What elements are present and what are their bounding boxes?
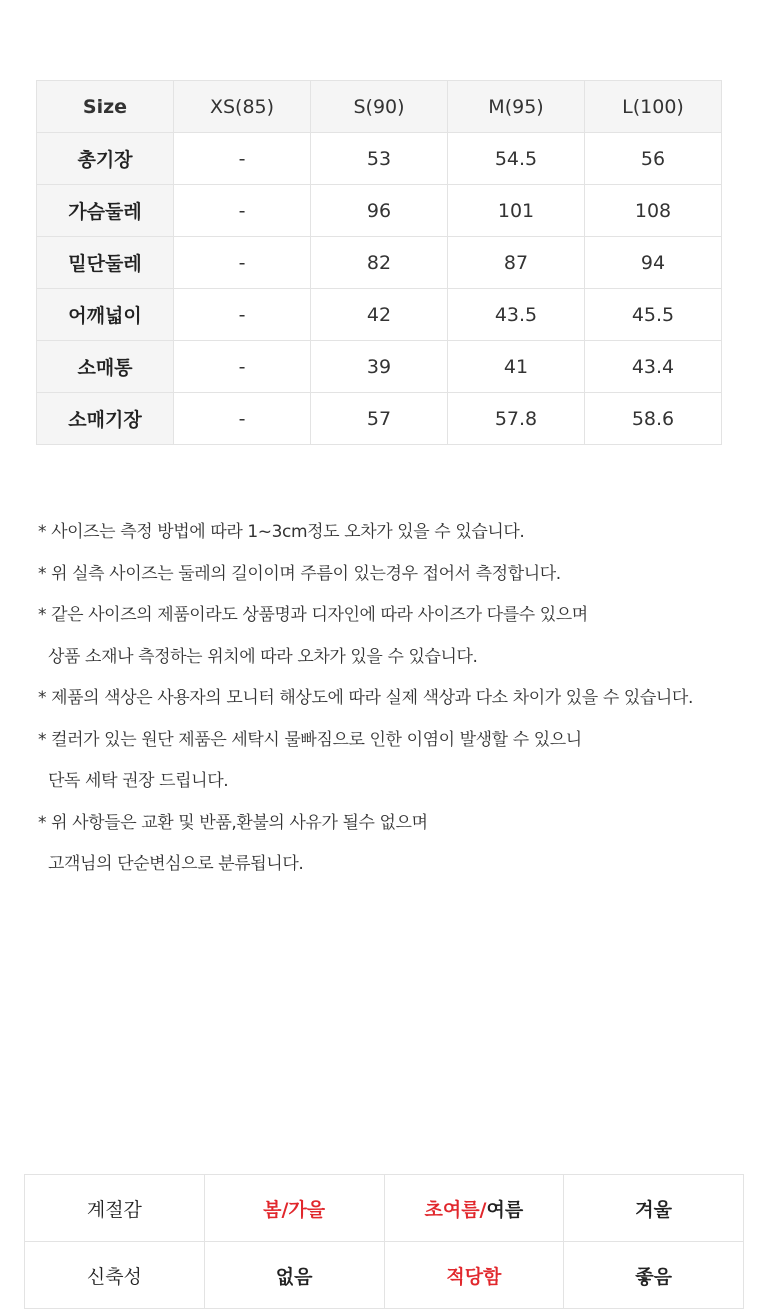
note-line: * 위 사항들은 교환 및 반품,환불의 사유가 될수 없으며: [38, 812, 428, 833]
fabric-info-table: [24, 1174, 744, 1309]
row-label: 소매기장: [37, 393, 174, 445]
highlighted-value: 초여름/: [424, 1198, 487, 1221]
table-cell: -: [174, 341, 311, 393]
table-cell: 58.6: [585, 393, 722, 445]
table-cell: 108: [585, 185, 722, 237]
row-label: 밑단둘레: [37, 237, 174, 289]
size-header-m: M(95): [448, 81, 585, 133]
size-header-xs: XS(85): [174, 81, 311, 133]
table-cell: 96: [311, 185, 448, 237]
table-row: [37, 133, 722, 185]
cell-value: 여름: [486, 1198, 524, 1221]
table-cell: [204, 1242, 384, 1309]
size-table: [36, 80, 722, 445]
highlighted-value: 봄/가을: [263, 1198, 326, 1221]
size-header-l: L(100): [585, 81, 722, 133]
row-label: 계절감: [25, 1175, 205, 1242]
size-header-label: Size: [37, 81, 174, 133]
table-cell: 56: [585, 133, 722, 185]
table-cell: 57: [311, 393, 448, 445]
table-row: [37, 393, 722, 445]
row-label: 소매통: [37, 341, 174, 393]
note-line: 상품 소재나 측정하는 위치에 따라 오차가 있을 수 있습니다.: [48, 646, 478, 667]
cell-value: 없음: [275, 1265, 313, 1288]
cell-value: 겨울: [635, 1198, 672, 1221]
table-row: [37, 237, 722, 289]
table-row: [25, 1242, 744, 1309]
table-row: [37, 341, 722, 393]
table-cell: -: [174, 133, 311, 185]
note-line: * 컬러가 있는 원단 제품은 세탁시 물빠짐으로 인한 이염이 발생할 수 있으니: [38, 729, 582, 750]
size-header-row: [37, 81, 722, 133]
table-cell: 42: [311, 289, 448, 341]
table-cell: [564, 1175, 744, 1242]
table-row: [37, 185, 722, 237]
note-line: * 같은 사이즈의 제품이라도 상품명과 디자인에 따라 사이즈가 다를수 있으며: [38, 605, 588, 625]
row-label: 어깨넓이: [37, 289, 174, 341]
fabric-info-body: [25, 1175, 744, 1309]
table-cell: 57.8: [448, 393, 585, 445]
note-line: 고객님의 단순변심으로 분류됩니다.: [48, 854, 304, 874]
cell-value: 좋음: [635, 1265, 672, 1288]
table-cell: 54.5: [448, 133, 585, 185]
table-cell: 43.4: [585, 341, 722, 393]
table-cell: 41: [448, 341, 585, 393]
size-notes: [38, 512, 758, 886]
table-cell: -: [174, 393, 311, 445]
table-cell: [384, 1242, 564, 1309]
table-cell: 39: [311, 341, 448, 393]
table-cell: 45.5: [585, 289, 722, 341]
table-cell: 101: [448, 185, 585, 237]
table-cell: 94: [585, 237, 722, 289]
row-label: 총기장: [37, 133, 174, 185]
table-row: [25, 1175, 744, 1242]
table-cell: [564, 1242, 744, 1309]
table-cell: [204, 1175, 384, 1242]
note-line: * 제품의 색상은 사용자의 모니터 해상도에 따라 실제 색상과 다소 차이가 있을 수 있습니다.: [38, 688, 693, 708]
note-line: * 위 실측 사이즈는 둘레의 길이이며 주름이 있는경우 접어서 측정합니다.: [38, 563, 561, 584]
row-label: 신축성: [25, 1242, 205, 1309]
size-header-s: S(90): [311, 81, 448, 133]
table-row: [37, 289, 722, 341]
note-line: * 사이즈는 측정 방법에 따라 1~3cm정도 오차가 있을 수 있습니다.: [38, 522, 525, 542]
table-cell: -: [174, 185, 311, 237]
row-label: 가슴둘레: [37, 185, 174, 237]
table-cell: 43.5: [448, 289, 585, 341]
table-cell: 82: [311, 237, 448, 289]
table-cell: 53: [311, 133, 448, 185]
table-cell: 87: [448, 237, 585, 289]
table-cell: -: [174, 237, 311, 289]
table-cell: -: [174, 289, 311, 341]
table-cell: [384, 1175, 564, 1242]
highlighted-value: 적당함: [446, 1265, 502, 1288]
note-line: 단독 세탁 권장 드립니다.: [48, 771, 229, 791]
